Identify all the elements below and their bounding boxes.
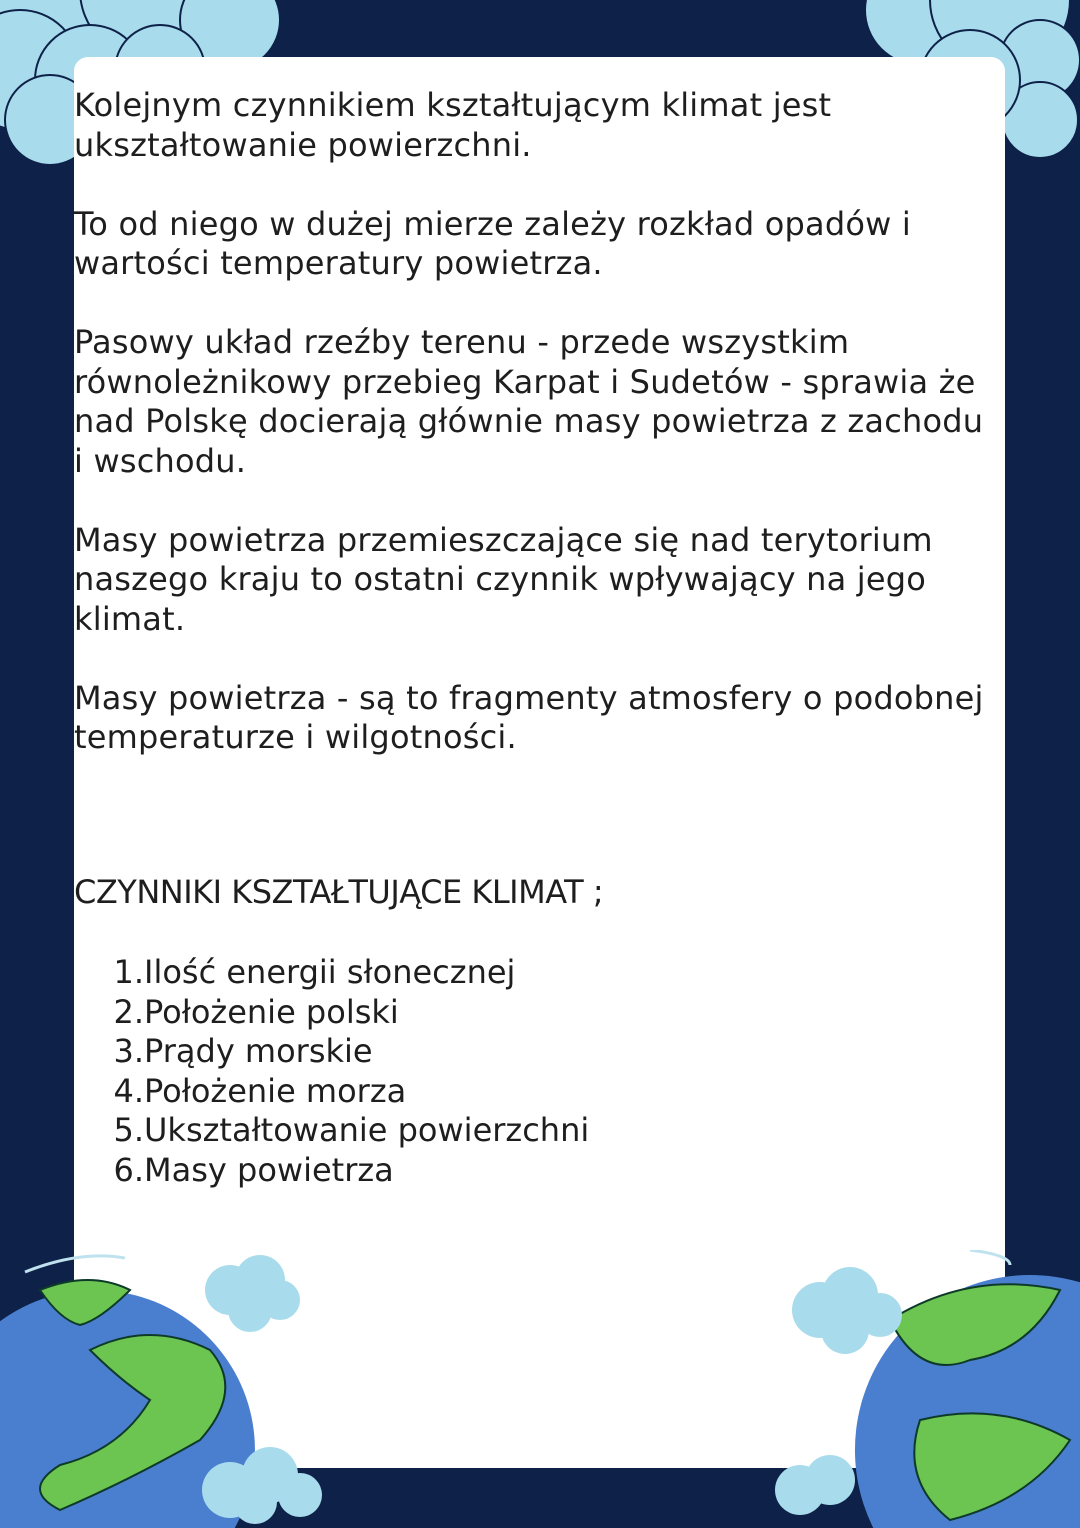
list-item: 6. Masy powietrza bbox=[113, 1150, 394, 1189]
paragraph: To od niego w dużej mierze zależy rozkład opadów i wartości temperatury powietrza. bbox=[74, 204, 911, 282]
list-item: 3. Prądy morskie bbox=[113, 1032, 373, 1071]
factors-list bbox=[110, 953, 589, 1191]
list-item: 2. Położenie polski bbox=[113, 992, 399, 1031]
paragraph: Masy powietrza przemieszczające się nad terytorium naszego kraju to ostatni czynnik wpływający na jego klimat. bbox=[74, 520, 933, 638]
globe-decoration-right bbox=[770, 1250, 1080, 1528]
list-item: 5. Ukształtowanie powierzchni bbox=[113, 1111, 590, 1150]
section-heading: CZYNNIKI KSZTAŁTUJĄCE KLIMAT ; bbox=[74, 873, 604, 911]
paragraph: Masy powietrza - są to fragmenty atmosfery o podobnej temperaturze i wilgotności. bbox=[74, 678, 984, 756]
list-item: 4. Położenie morza bbox=[113, 1071, 407, 1110]
paragraph: Kolejnym czynnikiem kształtującym klimat jest ukształtowanie powierzchni. bbox=[74, 86, 832, 164]
list-item: 1. Ilość energii słonecznej bbox=[113, 953, 516, 991]
paragraph: Pasowy układ rzeźby terenu - przede wszystkim równoleżnikowy przebieg Karpat i Sudetów - sprawia że nad Polskę docierają głównie masy powietrza z zachodu i wschodu. bbox=[74, 323, 984, 480]
globe-decoration-left bbox=[0, 1250, 330, 1528]
body-text bbox=[74, 86, 994, 797]
